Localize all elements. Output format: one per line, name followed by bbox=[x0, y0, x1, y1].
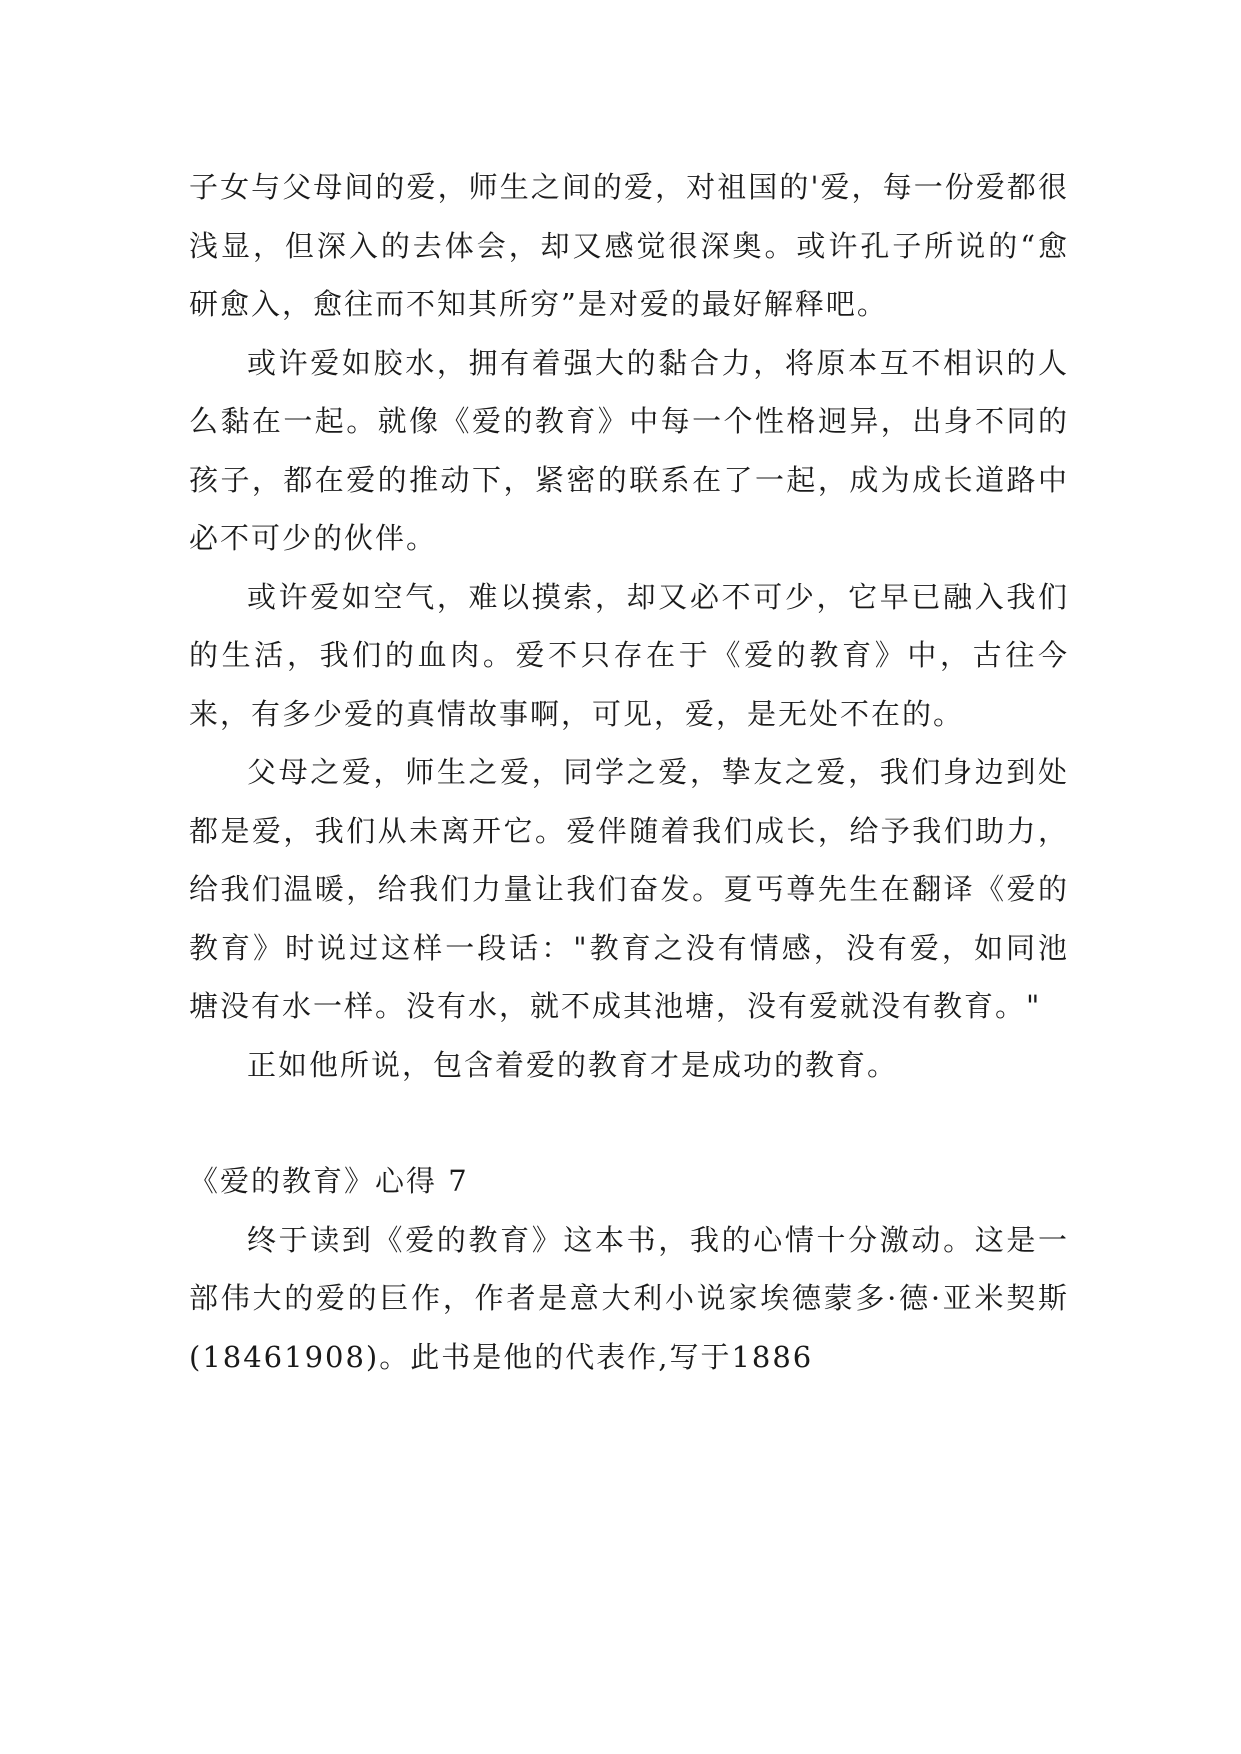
paragraph-air: 或许爱如空气，难以摸索，却又必不可少，它早已融入我们的生活，我们的血肉。爱不只存在于《爱的教育》中，古往今来，有多少爱的真情故事啊，可见，爱，是无处不在的。 bbox=[189, 579, 1069, 731]
paragraph-glue: 或许爱如胶水，拥有着强大的黏合力，将原本互不相识的人么黏在一起。就像《爱的教育》中每一个性格迥异，出身不同的孩子，都在爱的推动下，紧密的联系在了一起，成为成长道路中必不可少的伙伴。 bbox=[189, 345, 1069, 555]
document-body bbox=[189, 158, 1069, 1386]
section-heading: 《爱的教育》心得 7 bbox=[189, 1164, 469, 1198]
paragraph-section-intro: 终于读到《爱的教育》这本书，我的心情十分激动。这是一部伟大的爱的巨作，作者是意大利小说家埃德蒙多·德·亚米契斯(18461908)。此书是他的代表作,写于1886 bbox=[189, 1222, 1069, 1374]
paragraph-continuation: 子女与父母间的爱，师生之间的爱，对祖国的'爱，每一份爱都很浅显，但深入的去体会，却又感觉很深奥。或许孔子所说的“愈研愈入，愈往而不知其所穷”是对爱的最好解释吧。 bbox=[189, 170, 1069, 321]
paragraph-conclusion: 正如他所说，包含着爱的教育才是成功的教育。 bbox=[247, 1047, 899, 1082]
paragraph-love-everywhere: 父母之爱，师生之爱，同学之爱，挚友之爱，我们身边到处都是爱，我们从未离开它。爱伴随着我们成长，给予我们助力，给我们温暖，给我们力量让我们奋发。夏丐尊先生在翻译《爱的教育》时说过这样一段话："教育之没有情感，没有爱，如同池塘没有水一样。没有水，就不成其池塘，没有爱就没有教育。" bbox=[189, 755, 1069, 1023]
